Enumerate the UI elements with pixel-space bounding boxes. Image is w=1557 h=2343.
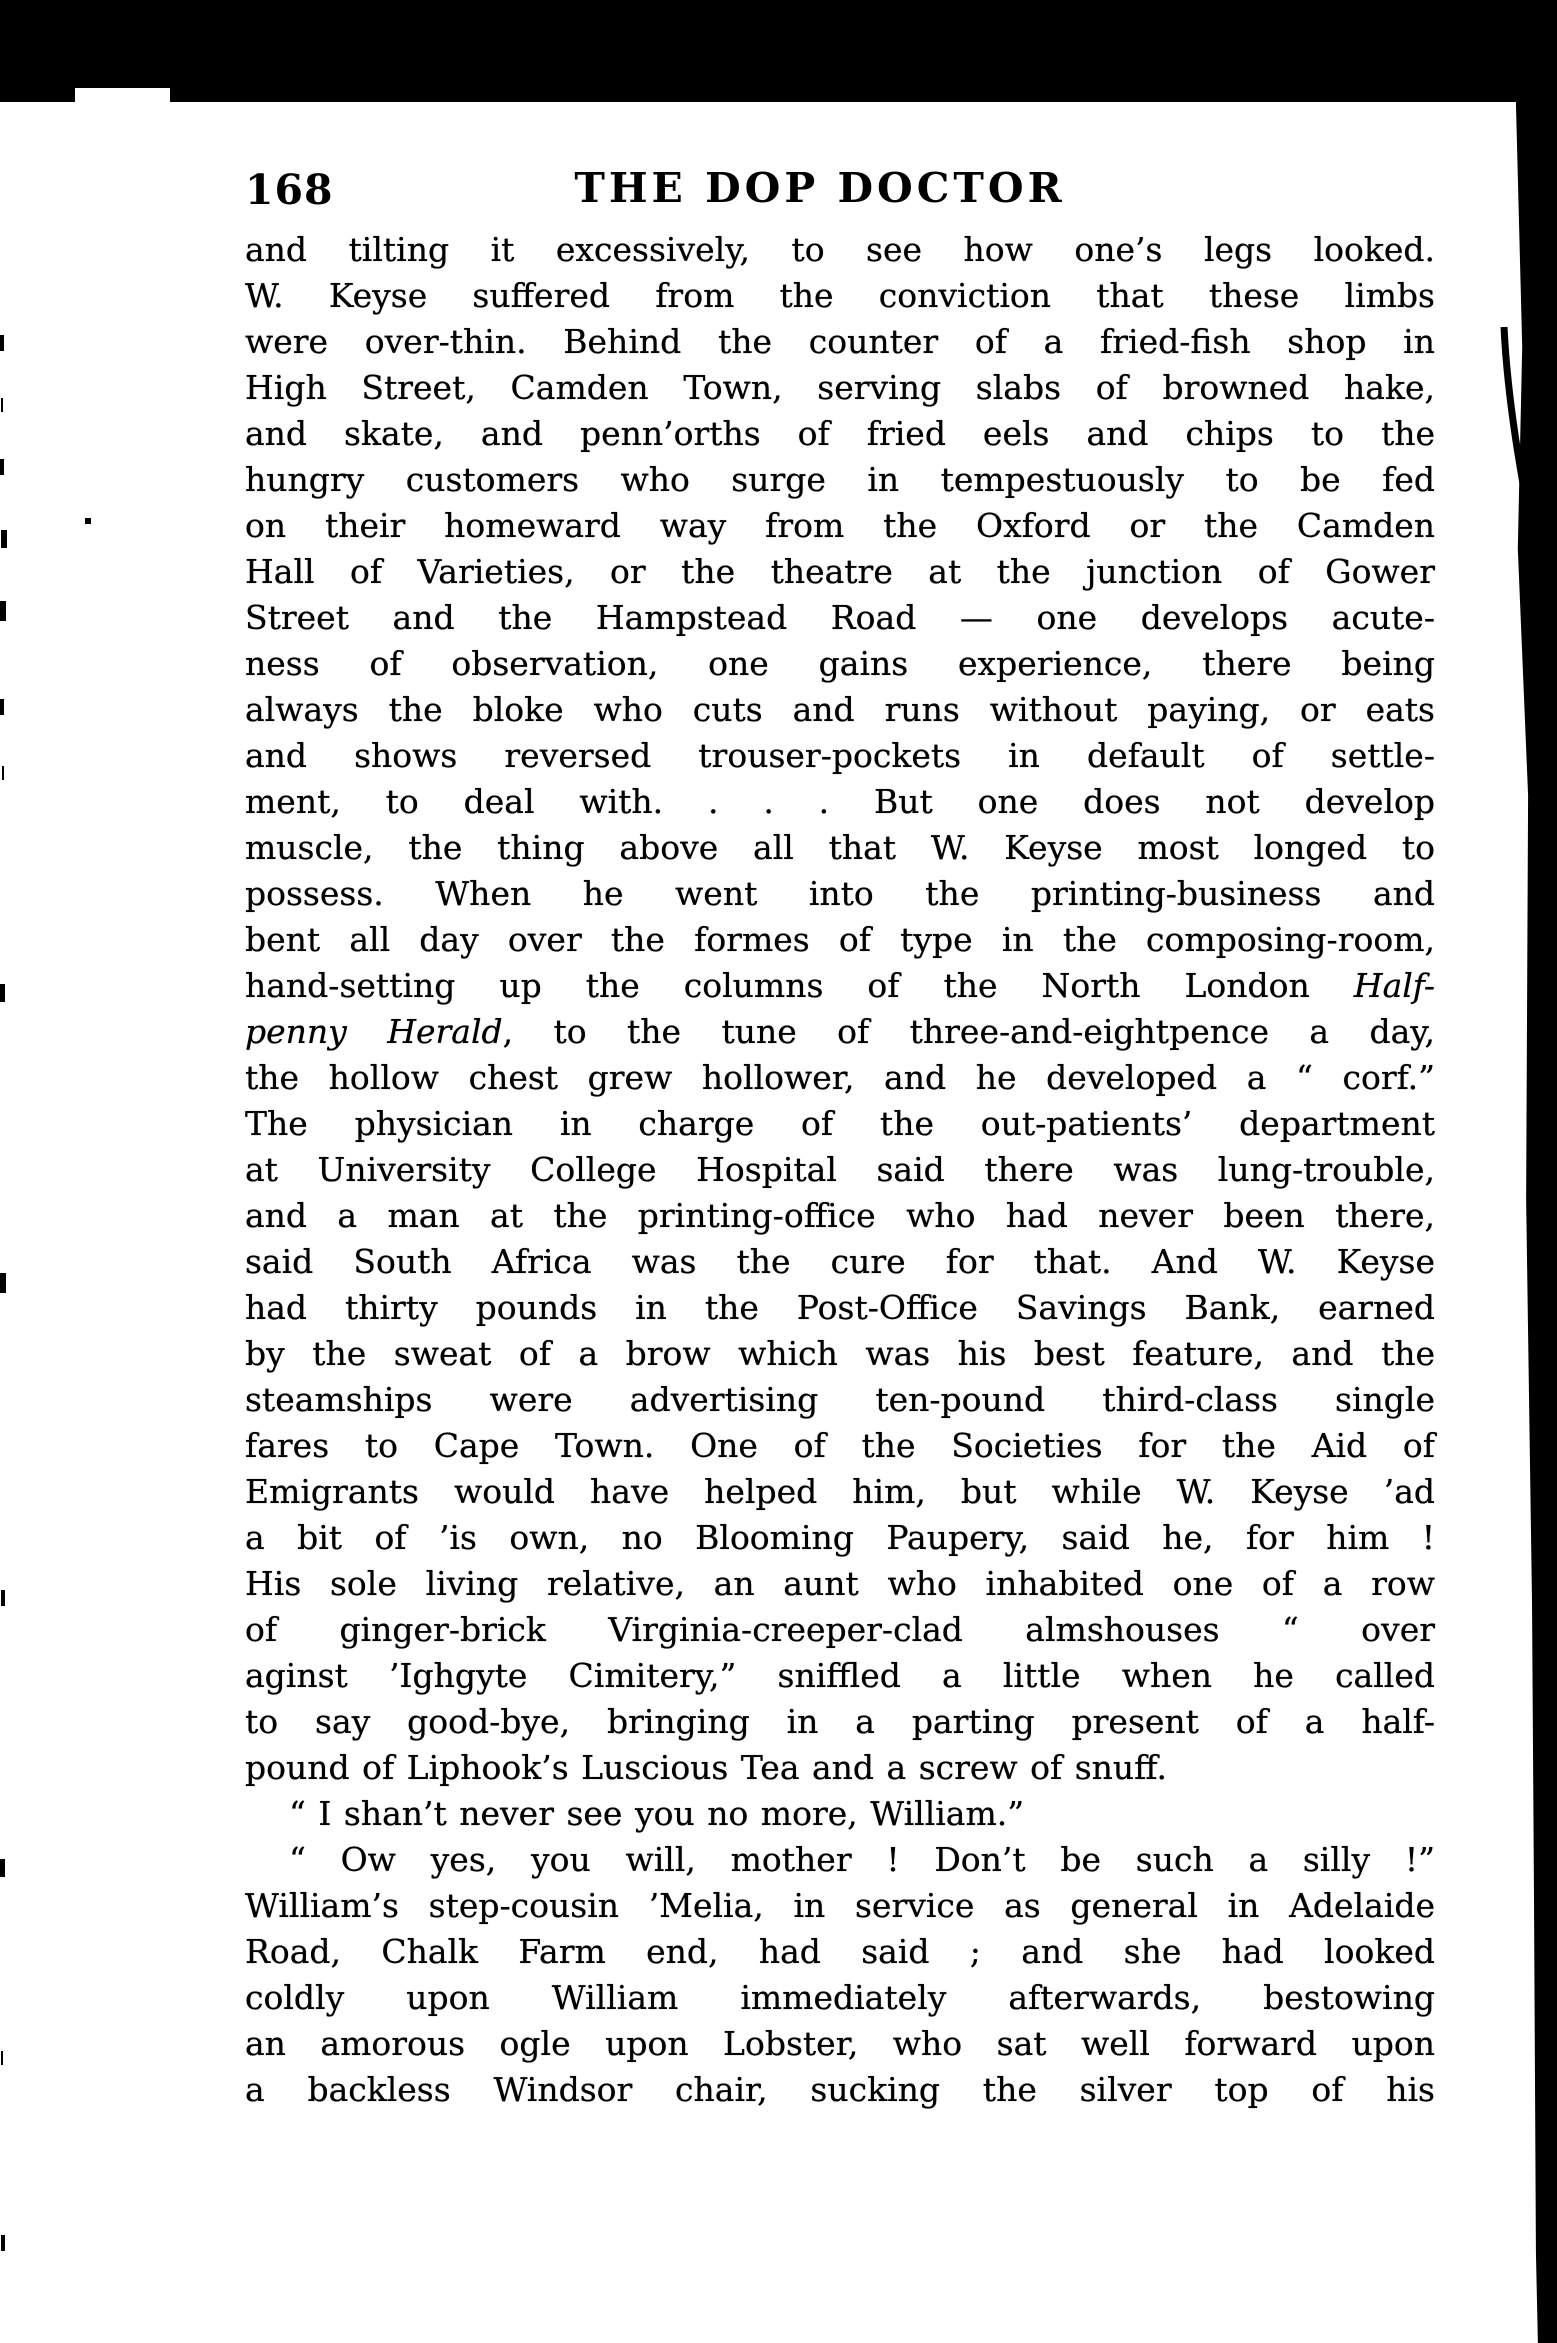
text-line: and skate, and penn’orths of fried eels and chips to the xyxy=(245,414,1435,453)
scan-curve-mark xyxy=(1496,325,1542,575)
text-line: ness of observation, one gains experience, there being xyxy=(245,644,1435,683)
italic-text: penny Herald xyxy=(245,1012,503,1051)
text-line: the hollow chest grew hollower, and he developed a “ corf.” xyxy=(245,1058,1435,1097)
text-line: and a man at the printing-office who had never been there, xyxy=(245,1196,1435,1235)
text-line: to say good-bye, bringing in a parting present of a half- xyxy=(245,1702,1435,1741)
scan-border-top xyxy=(0,0,1557,102)
text-line: Street and the Hampstead Road — one develops acute- xyxy=(245,598,1435,637)
text-line: by the sweat of a brow which was his best feature, and the xyxy=(245,1334,1435,1373)
text-line: penny Herald, to the tune of three-and-eightpence a day, xyxy=(245,1012,1435,1051)
text-line: a backless Windsor chair, sucking the silver top of his xyxy=(245,2070,1435,2109)
text-line: The physician in charge of the out-patients’ department xyxy=(245,1104,1435,1143)
text-line: coldly upon William immediately afterwards, bestowing xyxy=(245,1978,1435,2017)
text-line: pound of Liphook’s Luscious Tea and a screw of snuff. xyxy=(245,1748,1167,1787)
text-block xyxy=(245,227,1435,2113)
text-line: and shows reversed trouser-pockets in default of settle- xyxy=(245,736,1435,775)
text-line: Hall of Varieties, or the theatre at the junction of Gower xyxy=(245,552,1435,591)
text-line: His sole living relative, an aunt who inhabited one of a row xyxy=(245,1564,1435,1603)
text-line: “ I shan’t never see you no more, William.” xyxy=(289,1794,1025,1833)
page-number: 168 xyxy=(245,166,334,214)
text-line: were over-thin. Behind the counter of a fried-fish shop in xyxy=(245,322,1435,361)
text-line: on their homeward way from the Oxford or the Camden xyxy=(245,506,1435,545)
scan-specks-left xyxy=(0,335,4,351)
text-line: bent all day over the formes of type in the composing-room, xyxy=(245,920,1435,959)
text-line: possess. When he went into the printing-business and xyxy=(245,874,1435,913)
text-line: hungry customers who surge in tempestuously to be fed xyxy=(245,460,1435,499)
text-line: ment, to deal with. . . . But one does not develop xyxy=(245,782,1435,821)
page-title: THE DOP DOCTOR xyxy=(574,164,1066,212)
text-line: Emigrants would have helped him, but while W. Keyse ’ad xyxy=(245,1472,1435,1511)
text-line: William’s step-cousin ’Melia, in service as general in Adelaide xyxy=(245,1886,1435,1925)
text-line: muscle, the thing above all that W. Keyse most longed to xyxy=(245,828,1435,867)
text-line: W. Keyse suffered from the conviction that these limbs xyxy=(245,276,1435,315)
text-line: had thirty pounds in the Post-Office Savings Bank, earned xyxy=(245,1288,1435,1327)
text-line: and tilting it excessively, to see how one’s legs looked. xyxy=(245,230,1435,269)
text-line: steamships were advertising ten-pound third-class single xyxy=(245,1380,1435,1419)
text-line: hand-setting up the columns of the North London Half- xyxy=(245,966,1435,1005)
text-line: at University College Hospital said there was lung-trouble, xyxy=(245,1150,1435,1189)
text-line: of ginger-brick Virginia-creeper-clad almshouses “ over xyxy=(245,1610,1435,1649)
text-line: aginst ’Ighgyte Cimitery,” sniffled a little when he called xyxy=(245,1656,1435,1695)
scan-border-top-notch xyxy=(75,88,170,102)
text-line: said South Africa was the cure for that. And W. Keyse xyxy=(245,1242,1435,1281)
text-line: Road, Chalk Farm end, had said ; and she had looked xyxy=(245,1932,1435,1971)
text-line: High Street, Camden Town, serving slabs of browned hake, xyxy=(245,368,1435,407)
text-line: always the bloke who cuts and runs without paying, or eats xyxy=(245,690,1435,729)
text-line: an amorous ogle upon Lobster, who sat well forward upon xyxy=(245,2024,1435,2063)
scan-speck-dot xyxy=(85,518,91,524)
text-line: “ Ow yes, you will, mother ! Don’t be such a silly !” xyxy=(289,1840,1435,1879)
text-line: a bit of ’is own, no Blooming Paupery, said he, for him ! xyxy=(245,1518,1435,1557)
text-line: fares to Cape Town. One of the Societies for the Aid of xyxy=(245,1426,1435,1465)
italic-text: Half- xyxy=(1353,966,1435,1005)
